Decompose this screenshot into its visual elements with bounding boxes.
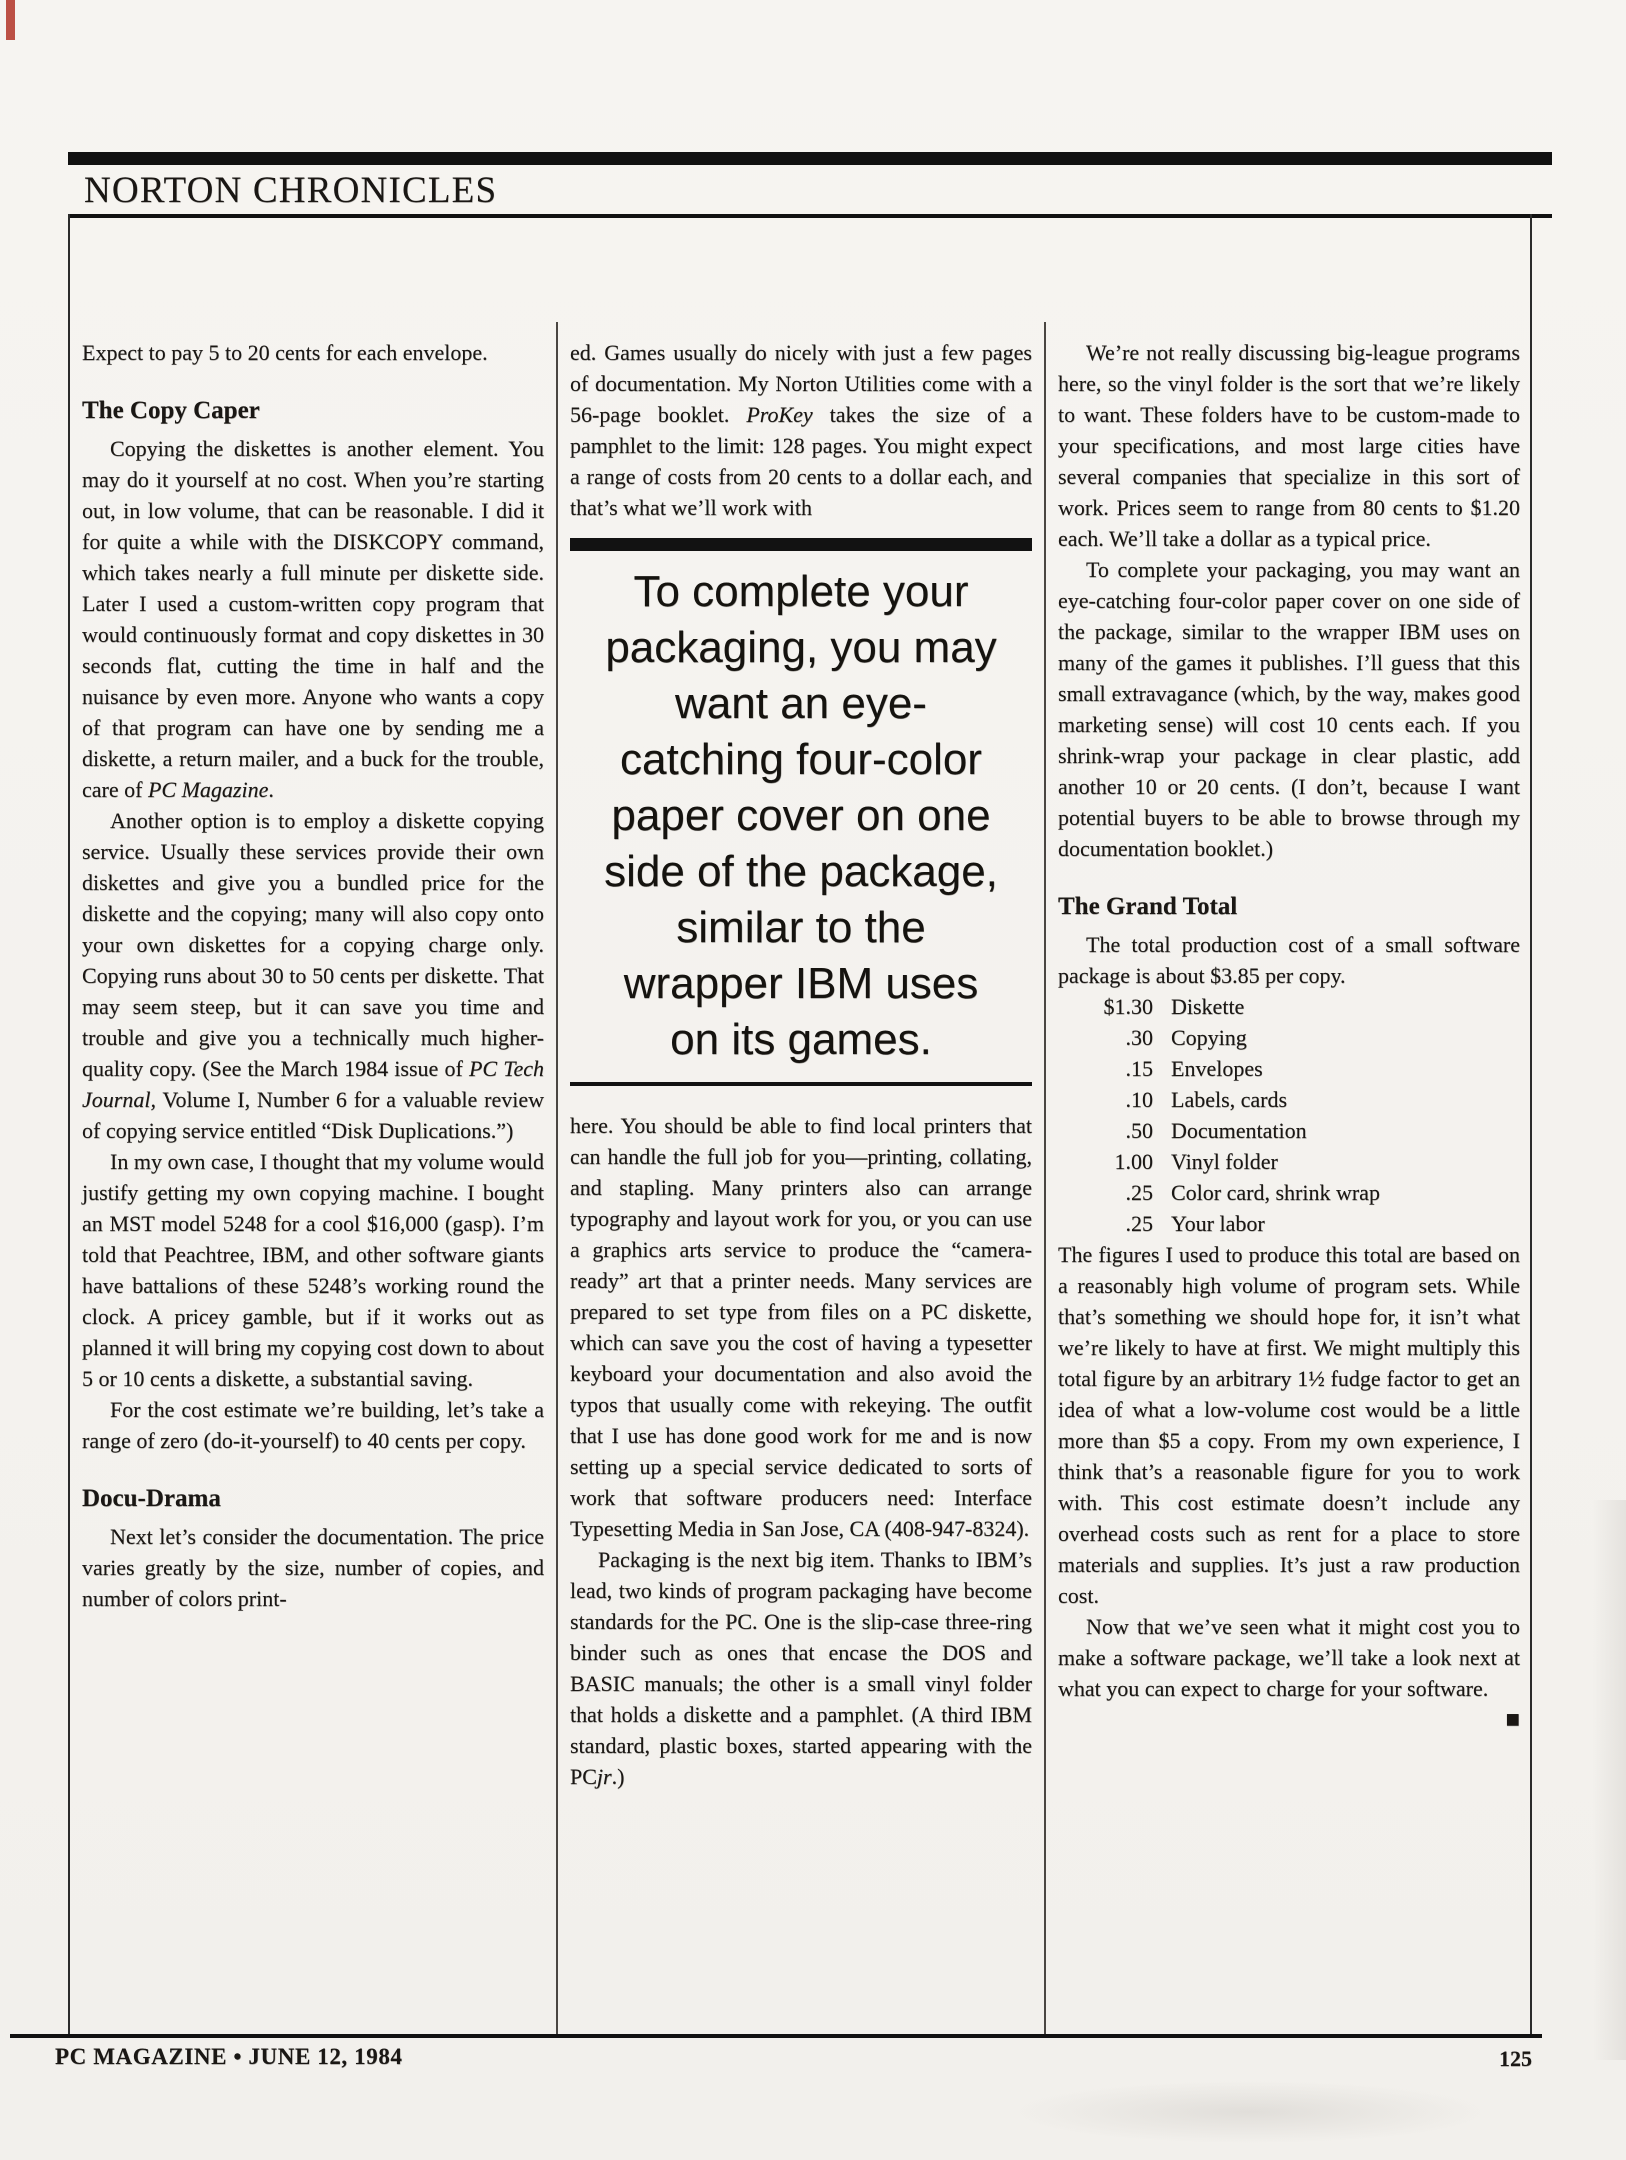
- cost-label: Documentation: [1171, 1118, 1307, 1143]
- cost-row: [1058, 1084, 1520, 1115]
- cost-row: [1058, 1115, 1520, 1146]
- text-segment: The figures I used to produce this total are based on a reasonably high volume of program sets. While that’s something we should hope for, it isn’t what we’re likely to have at first. We might multiply this total figure by an arbitrary 1½ fudge factor to get an idea of what a low-volume cost would be a little more than $5 a copy. From my own experience, I think that’s a reasonable figure for you to work with. This cost estimate doesn’t include any overhead costs such as rent for a place to store materials and supplies. It’s just a raw production cost.: [1058, 1242, 1520, 1608]
- cost-amount: .25: [1125, 1180, 1153, 1205]
- pull-quote-box: [570, 538, 1032, 1086]
- italic-text: jr: [596, 1764, 612, 1789]
- pull-quote-line: want an eye-: [675, 679, 927, 728]
- text-segment: Another option is to employ a diskette copying service. Usually these services provide their own diskettes and give you a bundled price for the diskette and the copying; many will also copy onto your own diskettes for a copying charge only. Copying runs about 30 to 50 cents per diskette. That may seem steep, but it can save you time and trouble and give you a technically much higher-quality copy. (See the March 1984 issue of: [82, 808, 544, 1081]
- cost-row: [1058, 1022, 1520, 1053]
- text-segment: Copying the diskettes is another element. You may do it yourself at no cost. When you’re starting out, in low volume, that can be reasonable. I did it for quite a while with the DISKCOPY command, which takes nearly a full minute per diskette side. Later I used a custom-written copy program that would continuously format and copy diskettes in 30 seconds flat, cutting the time in half and the nuisance by even more. Anyone who wants a copy of that program can have one by sending me a diskette, a return mailer, and a buck for the trouble, care of: [82, 436, 544, 802]
- text-segment: .: [268, 777, 274, 802]
- body-paragraph: [1058, 1239, 1520, 1611]
- italic-text: ProKey: [746, 402, 813, 427]
- article-column-2: [570, 337, 1032, 1792]
- cost-amount: .25: [1125, 1211, 1153, 1236]
- text-segment: here. You should be able to find local printers that can handle the full job for you—printing, collating, and stapling. Many printers also can arrange typography and layout work for you, or you can use a graphics arts service to produce the “camera-ready” art that a printer needs. Many services are prepared to set type from files on a PC diskette, which can save you the cost of having a typesetter keyboard your documentation and also avoid the typos that usually come with rekeying. The outfit that I use has done good work for me and is now setting up a special service dedicated to sorts of work that software producers need: Interface Typesetting Media in San Jose, CA (408-947-8324).: [570, 1113, 1032, 1541]
- frame-left-border: [68, 214, 70, 2036]
- text-segment: Expect to pay 5 to 20 cents for each envelope.: [82, 340, 488, 365]
- text-segment: Next let’s consider the documentation. The price varies greatly by the size, number of copies, and number of colors print-: [82, 1524, 544, 1611]
- cost-label: Copying: [1171, 1025, 1247, 1050]
- pull-quote-line: wrapper IBM uses: [623, 959, 979, 1008]
- cost-amount: .50: [1125, 1118, 1153, 1143]
- masthead-rule: [68, 214, 1552, 218]
- cost-label: Diskette: [1171, 994, 1245, 1019]
- pull-quote-top-rule: [570, 538, 1032, 551]
- pull-quote-line: on its games.: [670, 1015, 932, 1064]
- text-segment: .): [611, 1764, 625, 1789]
- cost-label: Your labor: [1171, 1211, 1265, 1236]
- scan-shadow: [1592, 1500, 1626, 2060]
- pull-quote-line: similar to the: [676, 903, 926, 952]
- body-paragraph: [1058, 554, 1520, 864]
- frame-right-border: [1530, 214, 1532, 2036]
- pull-quote-text: [570, 551, 1032, 1082]
- body-paragraph: [570, 1110, 1032, 1544]
- cost-label: Envelopes: [1171, 1056, 1263, 1081]
- text-segment: In my own case, I thought that my volume would justify getting my own copying machine. I bought an MST model 5248 for a cool $16,000 (gasp). I’m told that Peachtree, IBM, and other software giants have battalions of these 5248’s working round the clock. A pricey gamble, but if it works out as planned it will bring my copying cost down to about 5 or 10 cents a diskette, a substantial saving.: [82, 1149, 544, 1391]
- cost-amount: .30: [1125, 1025, 1153, 1050]
- text-segment: Volume I, Number 6 for a valuable review of copying service entitled “Disk Duplications.”): [82, 1087, 544, 1143]
- cost-label: Color card, shrink wrap: [1171, 1180, 1380, 1205]
- pull-quote-line: side of the package,: [604, 847, 998, 896]
- masthead-top-bar: [68, 152, 1552, 165]
- body-paragraph: [82, 433, 544, 805]
- article-column-3: [1058, 337, 1520, 1734]
- text-segment: To complete your packaging, you may want an eye-catching four-color paper cover on one side of the package, similar to the wrapper IBM uses on many of the games it publishes. I’ll guess that this small extravagance (which, by the way, makes good marketing sense) will cost 10 cents each. If you shrink-wrap your package in clear plastic, add another 10 or 20 cents. (I don’t, because I want potential buyers to be able to browse through my documentation booklet.): [1058, 557, 1520, 861]
- text-segment: Packaging is the next big item. Thanks to IBM’s lead, two kinds of program packaging have become standards for the PC. One is the slip-case three-ring binder such as ones that encase the DOS and BASIC manuals; the other is a small vinyl folder that holds a diskette and a pamphlet. (A third IBM standard, plastic boxes, started appearing with the PC: [570, 1547, 1032, 1789]
- cost-label: Vinyl folder: [1171, 1149, 1278, 1174]
- body-paragraph: [82, 805, 544, 1146]
- text-segment: ed. Games usually do nicely with just a few pages of documentation. My Norton Utilities come with a 56-page booklet.: [570, 340, 1032, 427]
- pull-quote-line: catching four-color: [620, 735, 982, 784]
- cost-amount: 1.00: [1114, 1149, 1153, 1174]
- text-segment: The total production cost of a small software package is about $3.85 per copy.: [1058, 932, 1520, 988]
- pull-quote-line: paper cover on one: [611, 791, 991, 840]
- section-heading: Docu-Drama: [82, 1485, 221, 1512]
- text-segment: takes the size of a pamphlet to the limit: 128 pages. You might expect a range of costs from 20 cents to a dollar each, and that’s what we’ll work with: [570, 402, 1032, 520]
- italic-text: PC Tech Journal,: [82, 1056, 544, 1112]
- body-paragraph: [570, 1544, 1032, 1792]
- cost-row: [1058, 1177, 1520, 1208]
- body-paragraph: [1058, 929, 1520, 991]
- cost-amount: .15: [1125, 1056, 1153, 1081]
- cost-row: [1058, 991, 1520, 1022]
- pull-quote-line: To complete your: [633, 567, 969, 616]
- column-masthead: NORTON CHRONICLES: [84, 170, 498, 211]
- body-paragraph: [1058, 337, 1520, 554]
- section-heading: The Grand Total: [1058, 893, 1238, 920]
- column-divider: [1044, 322, 1046, 2034]
- scan-shadow: [1010, 2080, 1490, 2144]
- body-paragraph: [82, 1394, 544, 1456]
- section-heading: The Copy Caper: [82, 397, 260, 424]
- footer-magazine-date: PC MAGAZINE • JUNE 12, 1984: [55, 2044, 403, 2069]
- cost-breakdown-list: [1058, 991, 1520, 1239]
- pull-quote-line: packaging, you may: [605, 623, 997, 672]
- text-segment: For the cost estimate we’re building, let’s take a range of zero (do-it-yourself) to 40 cents per copy.: [82, 1397, 544, 1453]
- body-paragraph: [82, 337, 544, 368]
- body-paragraph: [82, 1146, 544, 1394]
- text-segment: We’re not really discussing big-league programs here, so the vinyl folder is the sort that we’re likely to want. These folders have to be custom-made to your specifications, and most large cities have several companies that specialize in this sort of work. Prices seem to range from 80 cents to $1.20 each. We’ll take a dollar as a typical price.: [1058, 340, 1520, 551]
- body-paragraph: [1058, 1611, 1520, 1733]
- page-number: 125: [1499, 2046, 1532, 2071]
- pull-quote-bottom-rule: [570, 1082, 1032, 1086]
- column-divider: [556, 322, 558, 2034]
- cost-amount: .10: [1125, 1087, 1153, 1112]
- cost-row: [1058, 1146, 1520, 1177]
- text-segment: Now that we’ve seen what it might cost you to make a software package, we’ll take a look next at what you can expect to charge for your software.: [1058, 1614, 1520, 1701]
- cost-row: [1058, 1208, 1520, 1239]
- cost-label: Labels, cards: [1171, 1087, 1288, 1112]
- italic-text: PC Magazine: [147, 777, 269, 802]
- article-column-1: [82, 337, 544, 1614]
- body-paragraph: [570, 337, 1032, 523]
- cost-row: [1058, 1053, 1520, 1084]
- scan-red-mark: [6, 0, 15, 40]
- body-paragraph: [82, 1521, 544, 1614]
- footer-rule: [10, 2034, 1542, 2038]
- cost-amount: $1.30: [1103, 994, 1153, 1019]
- end-of-article-marker: ■: [1505, 1707, 1520, 1733]
